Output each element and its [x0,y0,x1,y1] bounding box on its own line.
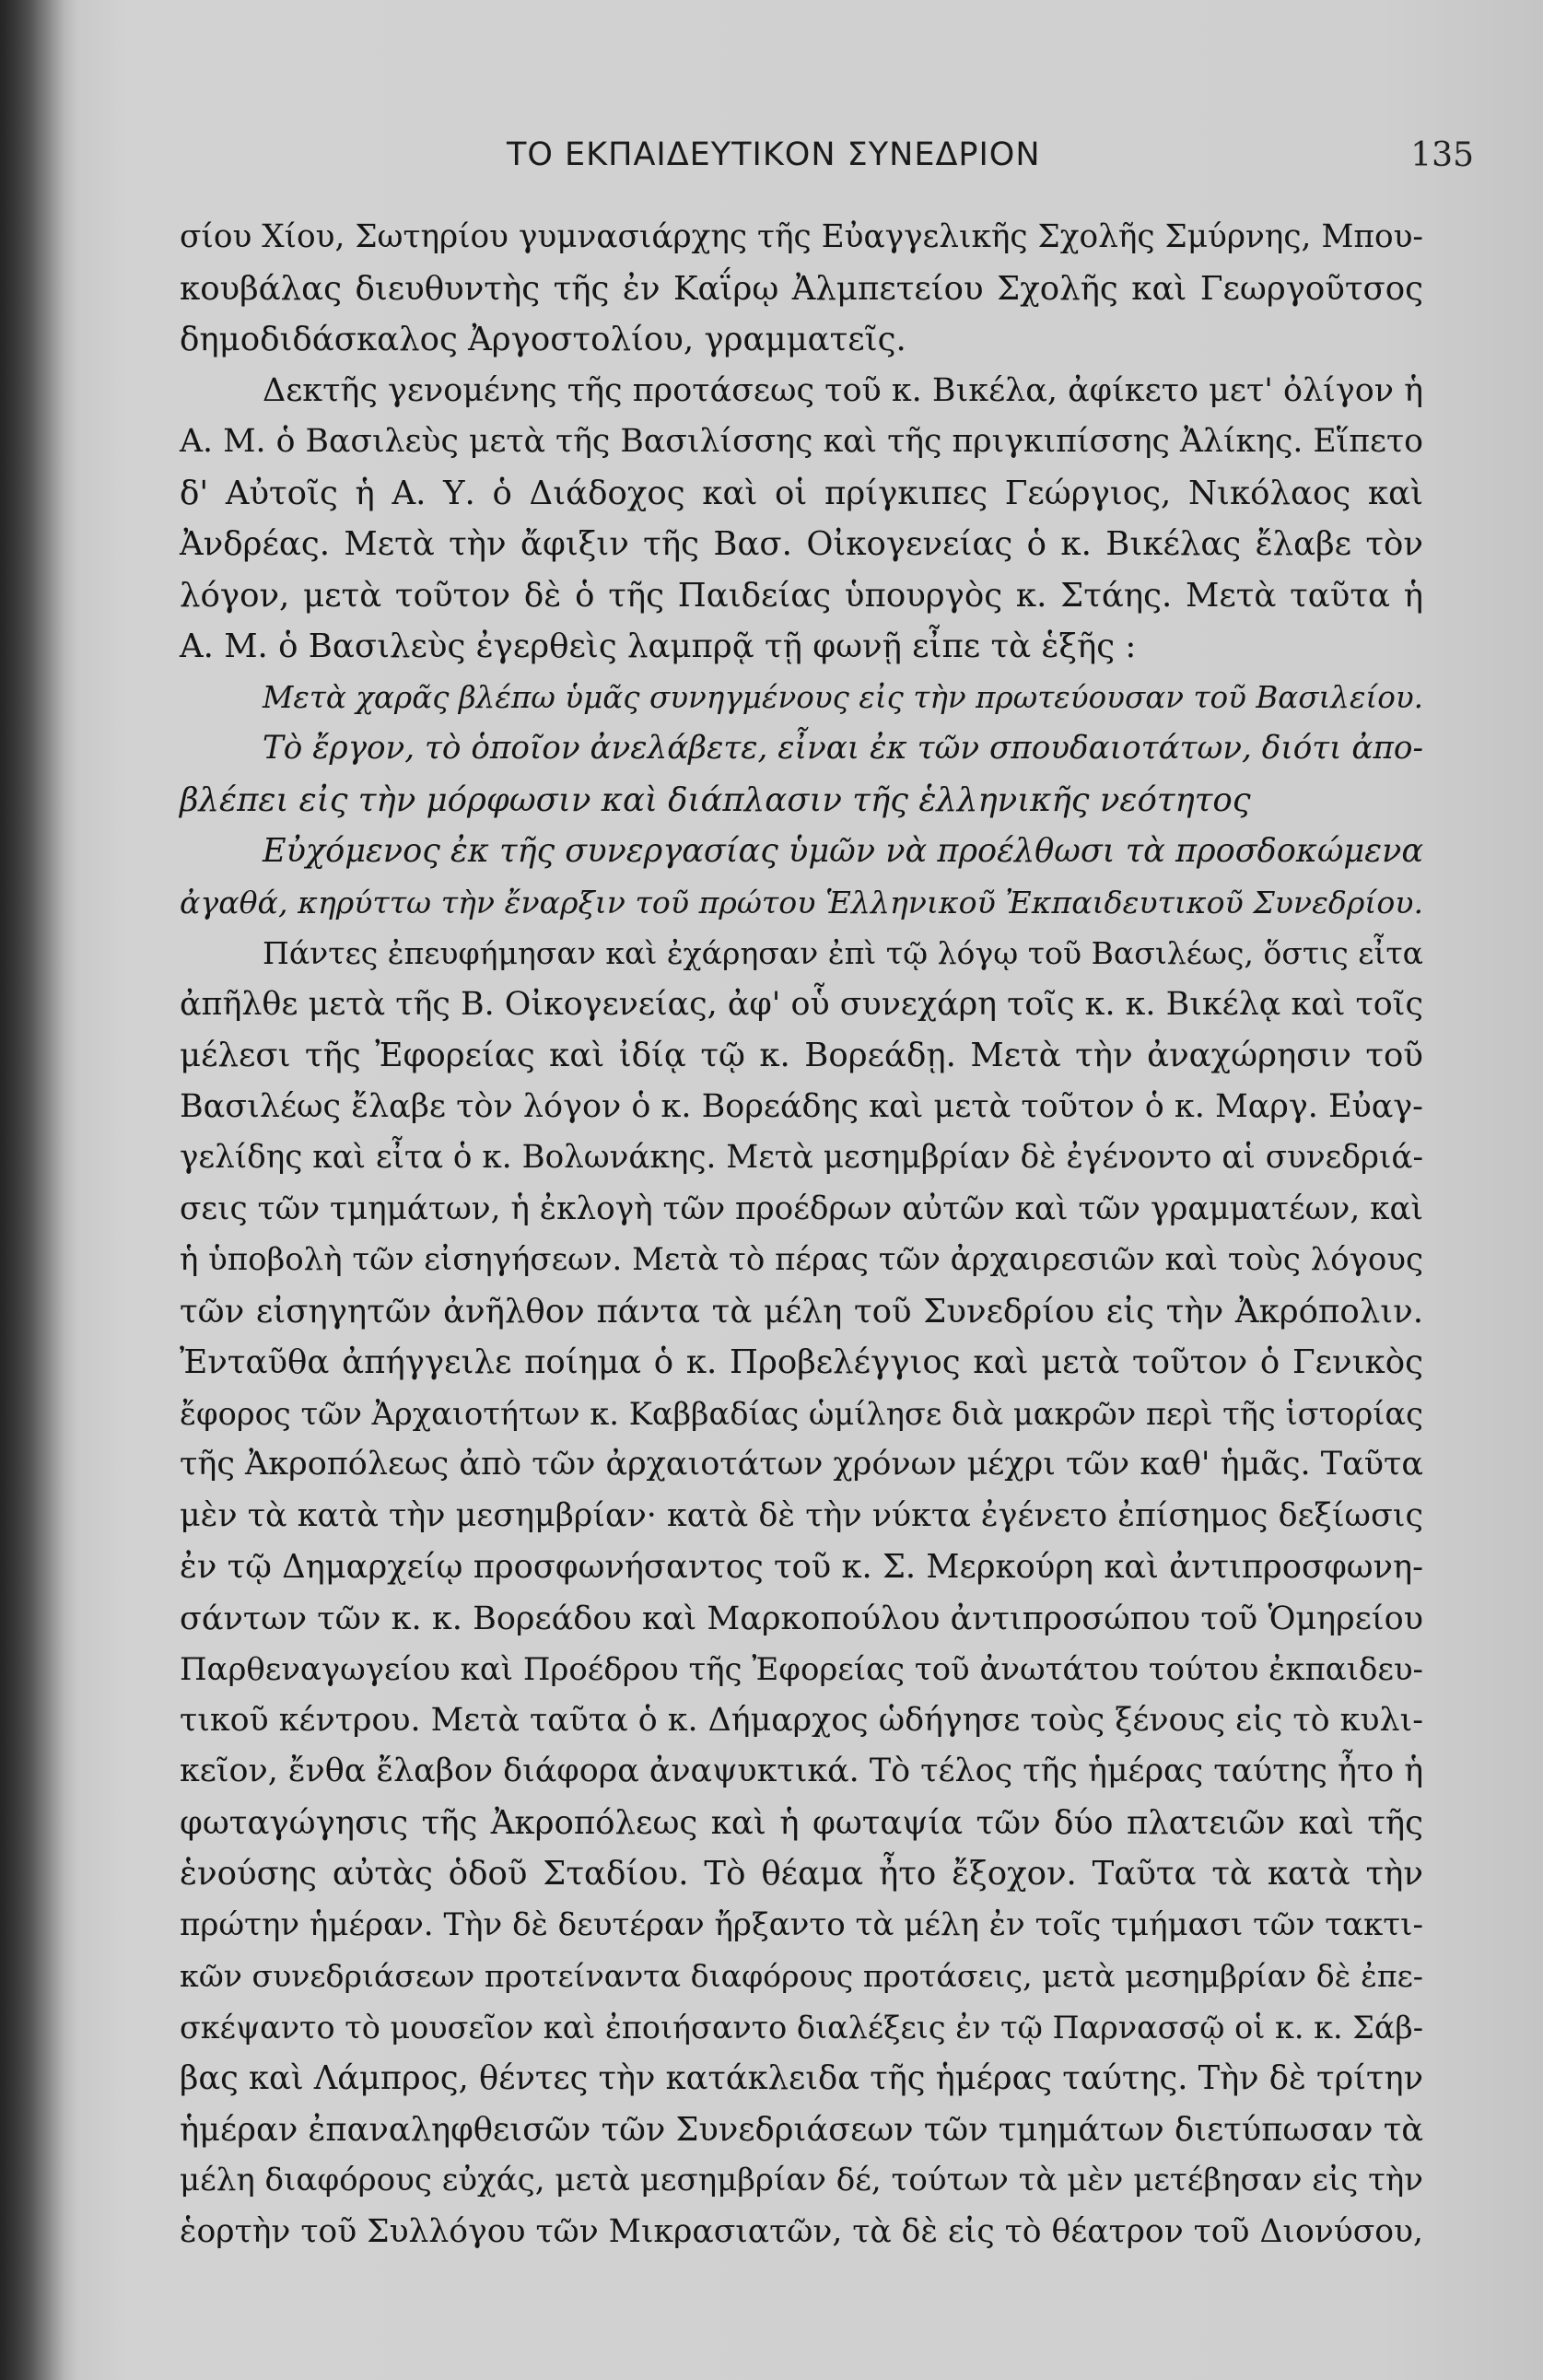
text-line: ἑορτὴν τοῦ Συλλόγου τῶν Μικρασιατῶν, τὰ δὲ εἰς τὸ θέατρον τοῦ Διονύσου, [180,2212,1423,2250]
text-line: Ἀνδρέας. Μετὰ τὴν ἄφιξιν τῆς Βασ. Οἰκογενείας ὁ κ. Βικέλας ἔλαβε τὸν [180,525,1423,563]
text-line: γελίδης καὶ εἶτα ὁ κ. Βολωνάκης. Μετὰ μεσημβρίαν δὲ ἐγένοντο αἱ συνεδριά- [180,1139,1423,1176]
running-header [184,136,1474,182]
text-line: κῶν συνεδριάσεων προτείναντα διαφόρους προτάσεις, μετὰ μεσημβρίαν δὲ ἐπε- [180,1958,1423,1994]
text-line: ἔφορος τῶν Ἀρχαιοτήτων κ. Καββαδίας ὡμίλησε διὰ μακρῶν περὶ τῆς ἱστορίας [180,1395,1423,1432]
text-line: βας καὶ Λάμπρος, θέντες τὴν κατάκλειδα τῆς ἡμέρας ταύτης. Τὴν δὲ τρίτην [180,2059,1423,2097]
quoted-speech-line: ἀγαθά, κηρύττω τὴν ἔναρξιν τοῦ πρώτου Ἑλληνικοῦ Ἐκπαιδευτικοῦ Συνεδρίου. [180,884,1423,920]
text-line: ἀπῆλθε μετὰ τῆς Β. Οἰκογενείας, ἀφ' οὗ συνεχάρη τοῖς κ. κ. Βικέλᾳ καὶ τοῖς [180,985,1423,1023]
text-line: μέλεσι τῆς Ἐφορείας καὶ ἰδίᾳ τῷ κ. Βορεάδῃ. Μετὰ τὴν ἀναχώρησιν τοῦ [180,1037,1423,1074]
text-line: Ἐνταῦθα ἀπήγγειλε ποίημα ὁ κ. Προβελέγγιος καὶ μετὰ τοῦτον ὁ Γενικὸς [180,1343,1423,1381]
text-line: μὲν τὰ κατὰ τὴν μεσημβρίαν· κατὰ δὲ τὴν νύκτα ἐγένετο ἐπίσημος δεξίωσις [180,1496,1423,1534]
text-line: δημοδιδάσκαλος Ἀργοστολίου, γραμματεῖς. [180,321,906,358]
text-line: Βασιλέως ἔλαβε τὸν λόγον ὁ κ. Βορεάδης καὶ μετὰ τοῦτον ὁ κ. Μαργ. Εὐαγ- [180,1087,1423,1125]
text-line: πρώτην ἡμέραν. Τὴν δὲ δευτέραν ἤρξαντο τὰ μέλη ἐν τοῖς τμήμασι τῶν τακτι- [180,1905,1423,1943]
quoted-speech-line: βλέπει εἰς τὴν μόρφωσιν καὶ διάπλασιν τῆς ἑλληνικῆς νεότητος [180,780,1251,819]
body-text [180,212,1423,2257]
text-line: κουβάλας διευθυντὴς τῆς ἐν Καΐρῳ Ἀλμπετείου Σχολῆς καὶ Γεωργοῦτσος [180,269,1423,308]
text-line: σάντων τῶν κ. κ. Βορεάδου καὶ Μαρκοπούλου ἀντιπροσώπου τοῦ Ὁμηρείου [180,1599,1423,1637]
text-line: Δεκτῆς γενομένης τῆς προτάσεως τοῦ κ. Βικέλα, ἀφίκετο μετ' ὀλίγον ἡ [263,371,1423,409]
text-line: τῆς Ἀκροπόλεως ἀπὸ τῶν ἀρχαιοτάτων χρόνων μέχρι τῶν καθ' ἡμᾶς. Ταῦτα [180,1446,1423,1483]
text-line: σεις τῶν τμημάτων, ἡ ἐκλογὴ τῶν προέδρων αὐτῶν καὶ τῶν γραμματέων, καὶ [180,1190,1423,1227]
text-line: ἡμέραν ἐπαναληφθεισῶν τῶν Συνεδριάσεων τῶν τμημάτων διετύπωσαν τὰ [180,2110,1423,2149]
text-line: δ' Αὐτοῖς ἡ Α. Υ. ὁ Διάδοχος καὶ οἱ πρίγκιπες Γεώργιος, Νικόλαος καὶ [180,474,1423,512]
text-line: ἡ ὑποβολὴ τῶν εἰσηγήσεων. Μετὰ τὸ πέρας τῶν ἀρχαιρεσιῶν καὶ τοὺς λόγους [180,1241,1424,1278]
text-line: κεῖον, ἔνθα ἔλαβον διάφορα ἀναψυκτικά. Τὸ τέλος τῆς ἡμέρας ταύτης ἦτο ἡ [180,1753,1424,1789]
text-line: μέλη διαφόρους εὐχάς, μετὰ μεσημβρίαν δέ, τούτων τὰ μὲν μετέβησαν εἰς τὴν [180,2162,1423,2198]
text-line: λόγον, μετὰ τοῦτον δὲ ὁ τῆς Παιδείας ὑπουργὸς κ. Στάης. Μετὰ ταῦτα ἡ [180,576,1423,615]
text-line: τικοῦ κέντρου. Μετὰ ταῦτα ὁ κ. Δήμαρχος ὡδήγησε τοὺς ξένους εἰς τὸ κυλι- [180,1701,1423,1739]
text-line: σκέψαντο τὸ μουσεῖον καὶ ἐποιήσαντο διαλέξεις ἐν τῷ Παρνασσῷ οἱ κ. κ. Σάβ- [180,2009,1423,2046]
text-line: Παρθεναγωγείου καὶ Προέδρου τῆς Ἐφορείας τοῦ ἀνωτάτου τούτου ἐκπαιδευ- [180,1651,1423,1687]
text-line: φωταγώγησις τῆς Ἀκροπόλεως καὶ ἡ φωταψία τῶν δύο πλατειῶν καὶ τῆς [180,1803,1423,1842]
text-line: τῶν εἰσηγητῶν ἀνῆλθον πάντα τὰ μέλη τοῦ Συνεδρίου εἰς τὴν Ἀκρόπολιν. [180,1292,1423,1331]
text-line: ἑνούσης αὐτὰς ὁδοῦ Σταδίου. Τὸ θέαμα ἦτο ἔξοχον. Ταῦτα τὰ κατὰ τὴν [180,1855,1423,1893]
text-line: Α. Μ. ὁ Βασιλεὺς μετὰ τῆς Βασιλίσσης καὶ τῆς πριγκιπίσσης Ἀλίκης. Εἵπετο [180,423,1423,460]
quoted-speech-line: Τὸ ἔργον, τὸ ὁποῖον ἀνελάβετε, εἶναι ἐκ τῶν σπουδαιοτάτων, διότι ἀπο- [263,730,1423,767]
quoted-speech-line: Εὐχόμενος ἐκ τῆς συνεργασίας ὑμῶν νὰ προέλθωσι τὰ προσδοκώμενα [263,832,1423,870]
text-line: σίου Χίου, Σωτηρίου γυμνασιάρχης τῆς Εὐαγγελικῆς Σχολῆς Σμύρνης, Μπου- [180,218,1423,255]
text-line: Α. Μ. ὁ Βασιλεὺς ἐγερθεὶς λαμπρᾷ τῇ φωνῇ εἶπε τὰ ἑξῆς : [180,627,1137,665]
book-gutter-shadow [0,0,64,2380]
quoted-speech-line: Μετὰ χαρᾶς βλέπω ὑμᾶς συνηγμένους εἰς τὴν πρωτεύουσαν τοῦ Βασιλείου. [263,679,1423,715]
running-title: ΤΟ ΕΚΠΑΙΔΕΥΤΙΚΟΝ ΣΥΝΕΔΡΙΟΝ [507,136,1041,173]
text-line: Πάντες ἐπευφήμησαν καὶ ἐχάρησαν ἐπὶ τῷ λόγῳ τοῦ Βασιλέως, ὅστις εἶτα [263,935,1423,971]
text-line: ἐν τῷ Δημαρχείῳ προσφωνήσαντος τοῦ κ. Σ. Μερκούρη καὶ ἀντιπροσφωνη- [180,1548,1423,1586]
page-number: 135 [1410,136,1474,174]
